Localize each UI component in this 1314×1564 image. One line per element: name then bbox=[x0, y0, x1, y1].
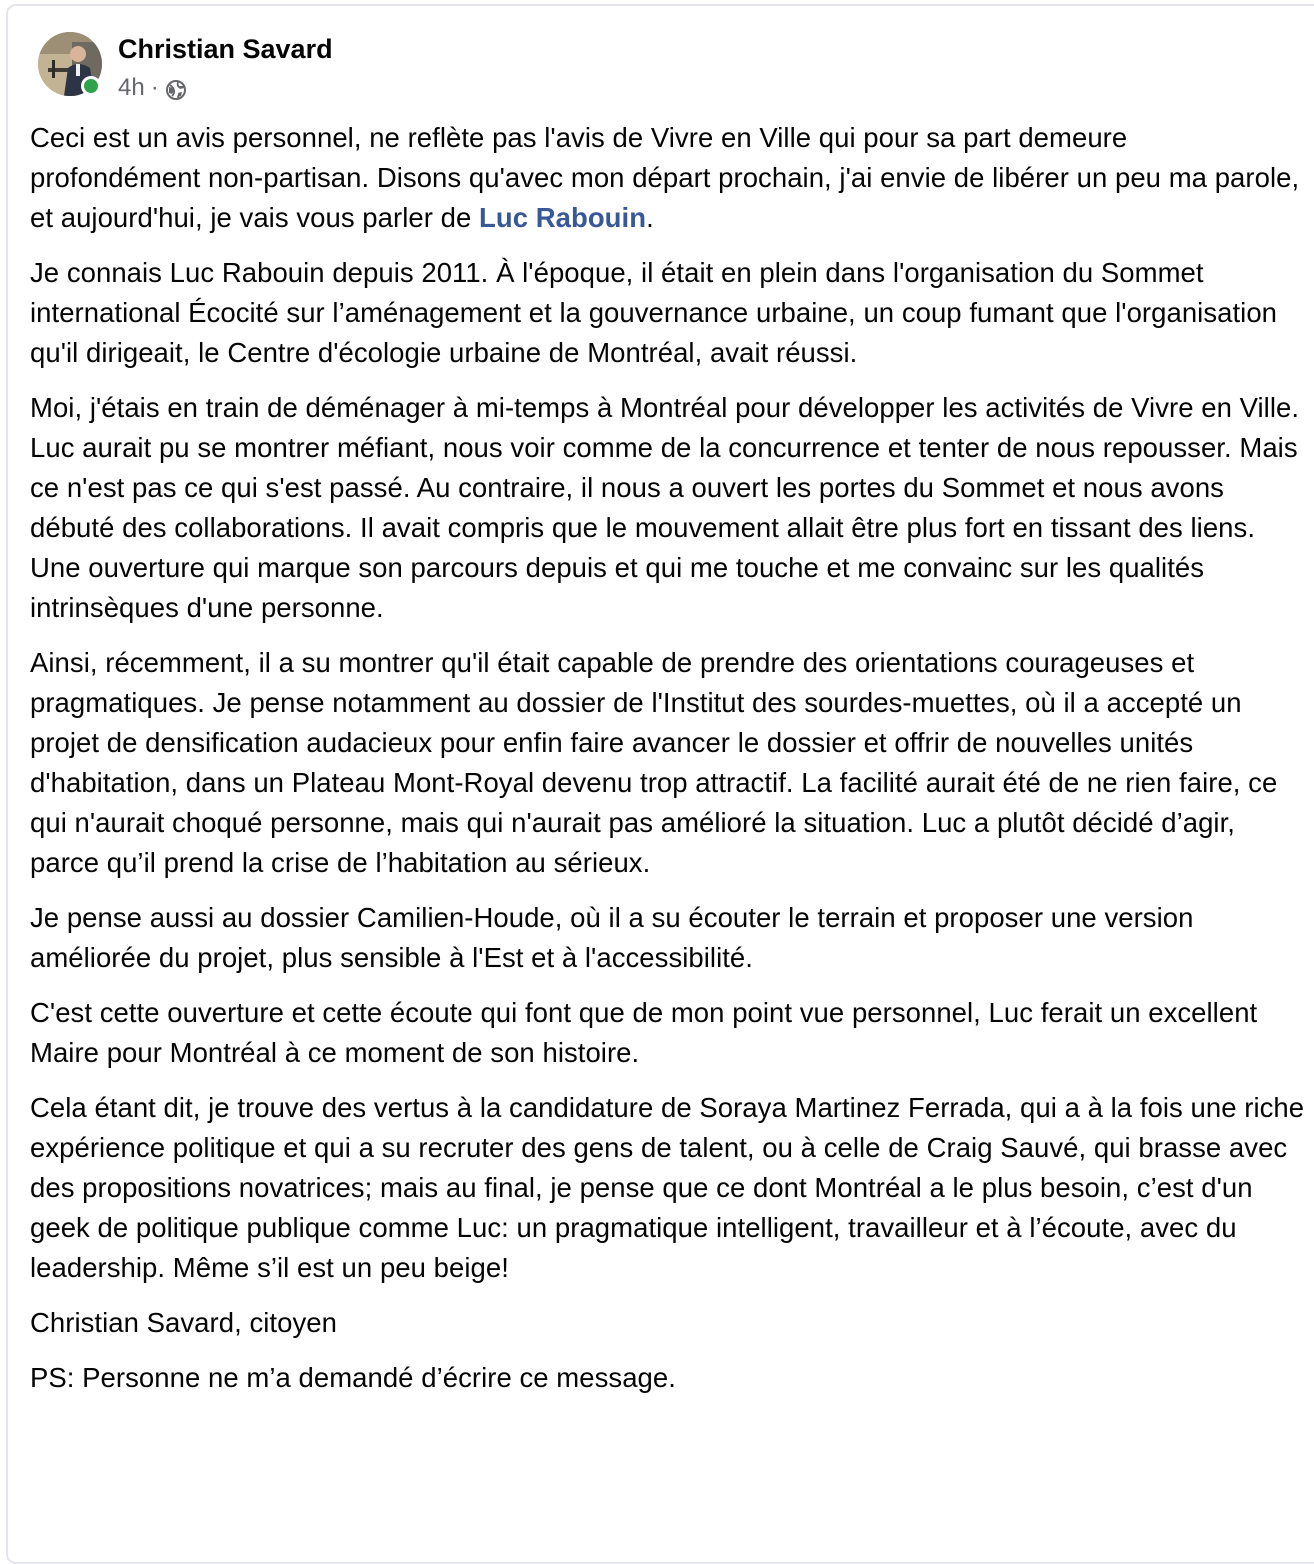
post-meta bbox=[118, 74, 187, 102]
post-paragraph: Cela étant dit, je trouve des vertus à la candidature de Soraya Martinez Ferrada, qui a à la fois une riche expérience politique et qui a su recruter des gens de talent, ou à celle de Craig Sauvé, qui brasse avec des propositions novatrices; mais au final, je pense que ce dont Montréal a le plus besoin, c’est d'un geek de politique publique comme Luc: un pragmatique intelligent, travailleur et à l’écoute, avec du leadership. Même s’il est un peu beige! bbox=[30, 1092, 1305, 1283]
paragraph-text: Ceci est un avis personnel, ne reflète pas l'avis de Vivre en Ville qui pour sa part demeure profondément non-partisan. Disons qu'avec mon départ prochain, j'ai envie de libérer un peu ma parole, et aujourd'hui, je vais vous parler de bbox=[30, 122, 1300, 233]
post-paragraph: Ainsi, récemment, il a su montrer qu'il était capable de prendre des orientations courageuses et pragmatiques. Je pense notamment au dossier de l'Institut des sourdes-muettes, où il a accepté un projet de densification audacieux pour enfin faire avancer le dossier et offrir de nouvelles unités d'habitation, dans un Plateau Mont-Royal devenu trop attractif. La facilité aurait été de ne rien faire, ce qui n'aurait choqué personne, mais qui n'aurait pas amélioré la situation. Luc a plutôt décidé d’agir, parce qu’il prend la crise de l’habitation au sérieux. bbox=[30, 647, 1278, 878]
globe-icon[interactable] bbox=[165, 79, 187, 101]
author-avatar[interactable] bbox=[38, 32, 102, 96]
mention-link[interactable]: Luc Rabouin bbox=[479, 202, 647, 233]
post-paragraph bbox=[30, 118, 1305, 238]
online-status-dot bbox=[81, 76, 101, 96]
author-name[interactable]: Christian Savard bbox=[118, 34, 333, 64]
post-header bbox=[38, 32, 638, 101]
post-paragraph: Je pense aussi au dossier Camilien-Houde, où il a su écouter le terrain et proposer une version améliorée du projet, plus sensible à l'Est et à l'accessibilité. bbox=[30, 902, 1194, 973]
post-timestamp[interactable]: 4h bbox=[118, 74, 145, 101]
post-postscript: PS: Personne ne m’a demandé d’écrire ce message. bbox=[30, 1362, 676, 1393]
post-paragraph: Je connais Luc Rabouin depuis 2011. À l'époque, il était en plein dans l'organisation du Sommet international Écocité sur l’aménagement et la gouvernance urbaine, un coup fumant que l'organisation qu'il dirigeait, le Centre d'écologie urbaine de Montréal, avait réussi. bbox=[30, 257, 1278, 368]
post-signature: Christian Savard, citoyen bbox=[30, 1307, 337, 1338]
meta-separator: · bbox=[150, 74, 159, 101]
post-paragraph: C'est cette ouverture et cette écoute qui font que de mon point vue personnel, Luc ferait un excellent Maire pour Montréal à ce moment de son histoire. bbox=[30, 997, 1258, 1068]
post-paragraph: Moi, j'étais en train de déménager à mi-temps à Montréal pour développer les activités de Vivre en Ville. Luc aurait pu se montrer méfiant, nous voir comme de la concurrence et tenter de nous repousser. Mais ce n'est pas ce qui s'est passé. Au contraire, il nous a ouvert les portes du Sommet et nous avons débuté des collaborations. Il avait compris que le mouvement allait être plus fort en tissant des liens. Une ouverture qui marque son parcours depuis et qui me touche et me convainc sur les qualités intrinsèques d'une personne. bbox=[30, 392, 1300, 623]
paragraph-text: . bbox=[646, 202, 654, 233]
post-body bbox=[30, 118, 1305, 1413]
